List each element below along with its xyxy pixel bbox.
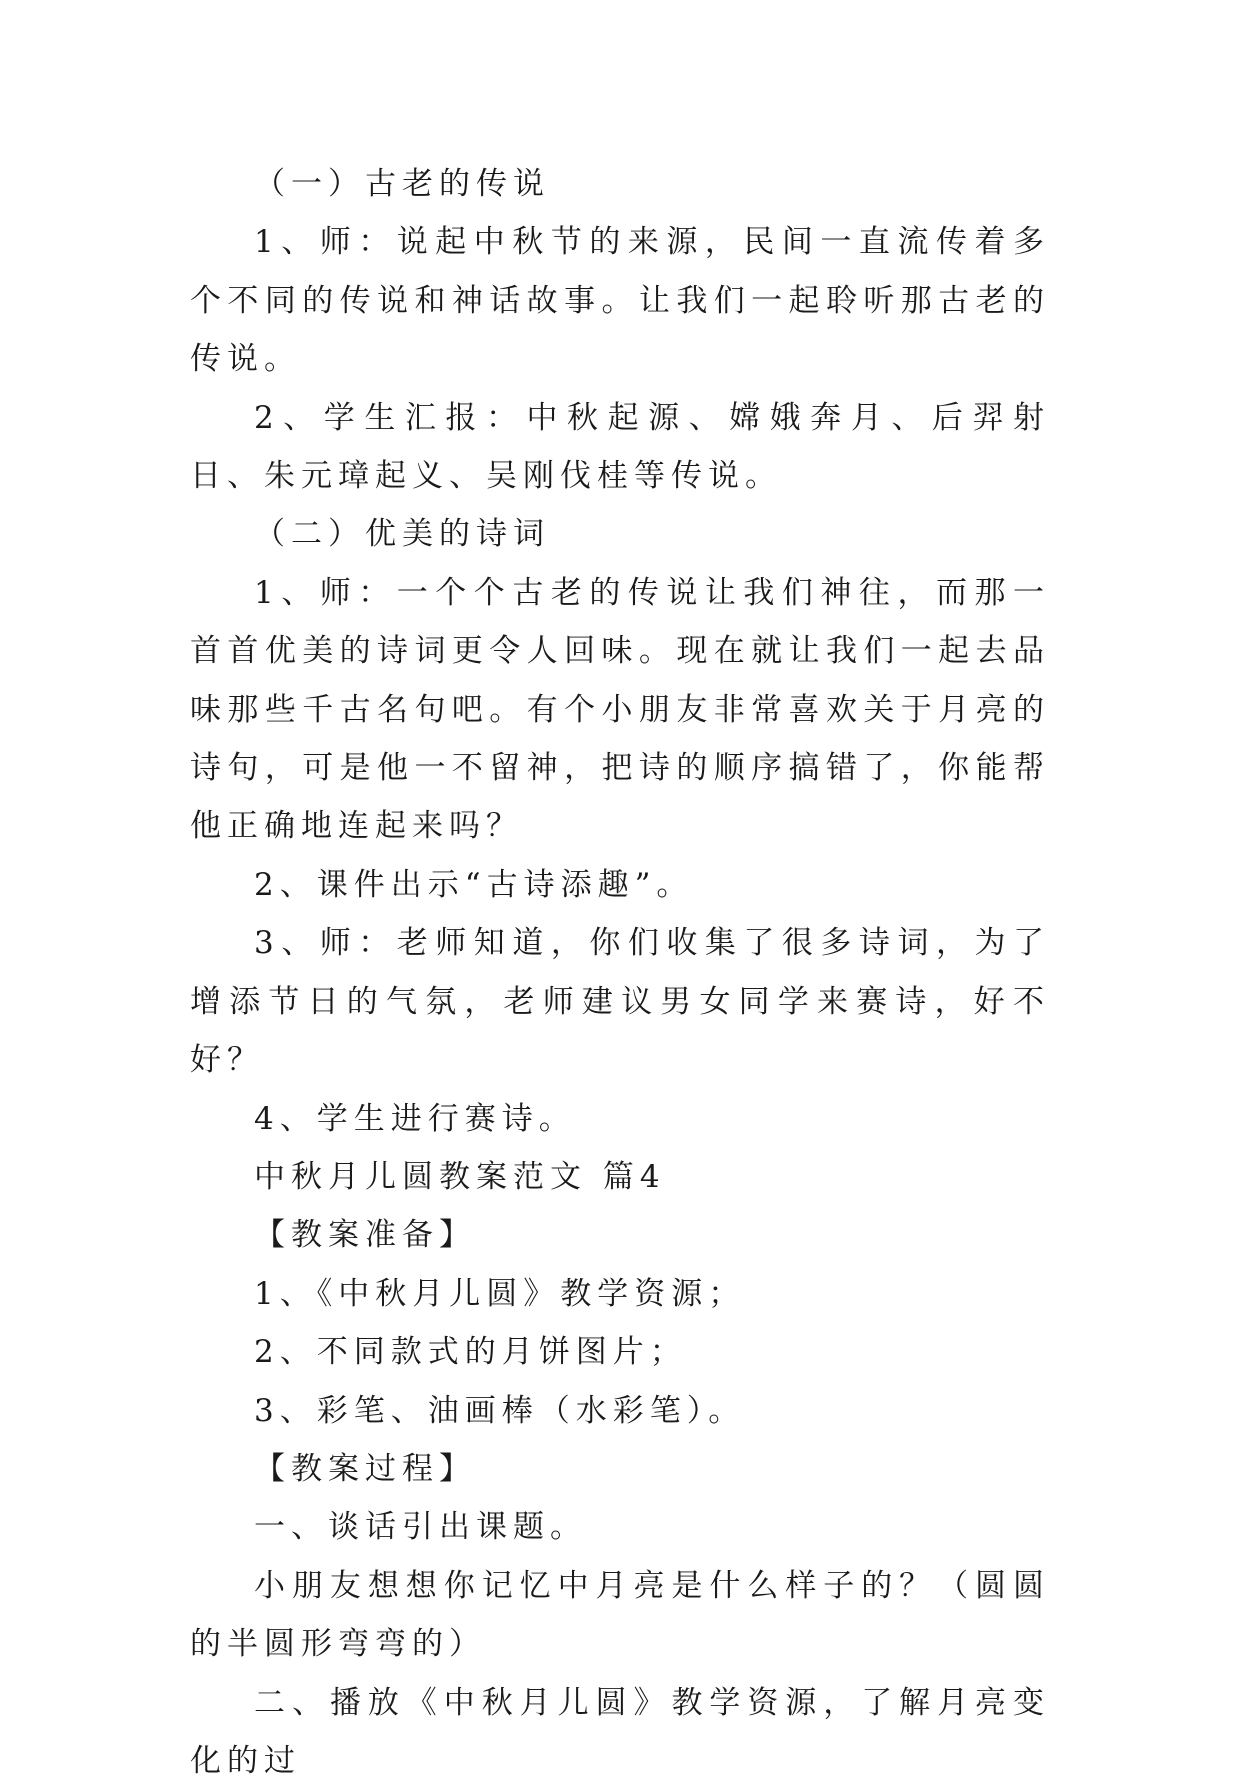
list-item: 3、彩笔、油画棒（水彩笔）。 (254, 1392, 746, 1429)
paragraph: 1、师：说起中秋节的来源，民间一直流传着多个不同的传说和神话故事。让我们一起聆听那古老的传说。 (190, 224, 1050, 378)
list-item: 2、不同款式的月饼图片； (254, 1334, 687, 1371)
paragraph: 1、师：一个个古老的传说让我们神往，而那一首首优美的诗词更令人回味。现在就让我们一起去品味那些千古名句吧。有个小朋友非常喜欢关于月亮的诗句，可是他一不留神，把诗的顺序搞错了，你能帮他正确地连起来吗？ (190, 574, 1050, 845)
section-heading-poetry: （二）优美的诗词 (254, 516, 550, 553)
paragraph: 3、师：老师知道，你们收集了很多诗词，为了增添节日的气氛，老师建议男女同学来赛诗，好不好？ (190, 925, 1050, 1079)
paragraph: 二、播放《中秋月儿圆》教学资源，了解月亮变化的过 (190, 1684, 1050, 1779)
section-heading-legend: （一）古老的传说 (254, 166, 550, 202)
paragraph: 4、学生进行赛诗。 (254, 1100, 576, 1137)
paragraph: 2、课件出示“古诗添趣”。 (254, 866, 694, 903)
section-heading-process: 【教案过程】 (254, 1450, 476, 1487)
section-heading-preparation: 【教案准备】 (254, 1217, 476, 1254)
list-item: 1、《中秋月儿圆》教学资源； (254, 1275, 746, 1312)
paragraph: 小朋友想想你记忆中月亮是什么样子的？（圆圆的半圆形弯弯的） (190, 1567, 1050, 1663)
paragraph: 一、谈话引出课题。 (254, 1509, 587, 1546)
article-title: 中秋月儿圆教案范文 篇4 (254, 1158, 666, 1195)
document-body (190, 155, 1050, 1790)
paragraph: 2、学生汇报：中秋起源、嫦娥奔月、后羿射日、朱元璋起义、吴刚伐桂等传说。 (190, 399, 1050, 495)
